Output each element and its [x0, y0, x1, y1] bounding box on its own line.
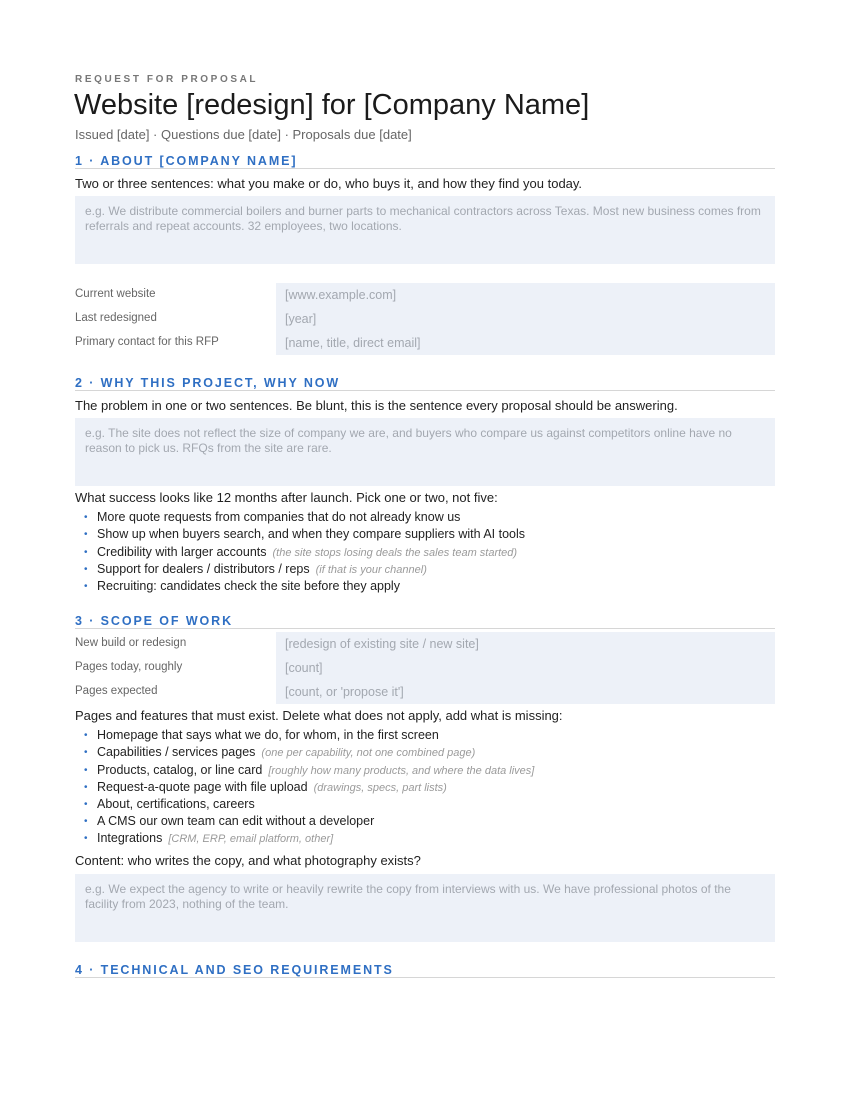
- bullet-marker: •: [84, 581, 88, 592]
- feature-item-text: Request-a-quote page with file upload: [97, 780, 308, 794]
- feature-item: [97, 831, 333, 845]
- success-option-note: (if that is your channel): [315, 564, 427, 576]
- success-option: [97, 545, 517, 559]
- feature-item: [97, 780, 447, 794]
- feature-item-text: Capabilities / services pages: [97, 745, 256, 759]
- field-label-pages-today: Pages today, roughly: [75, 661, 183, 673]
- feature-item: [97, 797, 255, 811]
- section-4-heading-text: 4 · TECHNICAL AND SEO REQUIREMENTS: [75, 963, 394, 977]
- section-1-heading-text: 1 · ABOUT [COMPANY NAME]: [75, 154, 298, 168]
- success-option: [97, 510, 460, 524]
- section-3-heading: [75, 612, 775, 629]
- feature-item-note: (one per capability, not one combined page): [261, 747, 476, 759]
- field-label-current-website: Current website: [75, 288, 156, 300]
- section-1-answer-box[interactable]: [75, 196, 775, 264]
- bullet-marker: •: [84, 512, 88, 523]
- section-3-content-prompt: Content: who writes the copy, and what photography exists?: [75, 853, 421, 868]
- field-label-build-type: New build or redesign: [75, 637, 187, 649]
- feature-item-text: A CMS our own team can edit without a developer: [97, 814, 375, 828]
- section-3-content-example-text: e.g. We expect the agency to write or heavily rewrite the copy from interviews with us. We have professional photos of the facility from 2023, nothing of the team.: [85, 882, 731, 911]
- section-4-heading: [75, 961, 775, 978]
- feature-item-text: Integrations: [97, 831, 163, 845]
- bullet-marker: •: [84, 782, 88, 793]
- section-3-heading-text: 3 · SCOPE OF WORK: [75, 614, 234, 628]
- field-current-website[interactable]: [www.example.com]: [285, 288, 397, 302]
- field-primary-contact[interactable]: [name, title, direct email]: [285, 336, 421, 350]
- feature-item: [97, 763, 534, 777]
- section-3-content-answer-box[interactable]: [75, 874, 775, 942]
- success-option-text: Support for dealers / distributors / reps: [97, 562, 310, 576]
- success-option-text: Recruiting: candidates check the site before they apply: [97, 579, 400, 593]
- section-2-prompt: The problem in one or two sentences. Be blunt, this is the sentence every proposal should be answering.: [75, 398, 678, 413]
- field-last-redesigned[interactable]: [year]: [285, 312, 317, 326]
- section-1-example-text: e.g. We distribute commercial boilers and burner parts to mechanical contractors across Texas. Most new business comes from referrals and repeat accounts. 32 employees, two locations.: [85, 204, 761, 233]
- feature-item: [97, 728, 439, 742]
- feature-item-note: [CRM, ERP, email platform, other]: [168, 833, 334, 845]
- section-2-example-text: e.g. The site does not reflect the size of company we are, and buyers who compare us against competitors online have no reason to pick us. RFQs from the site are rare.: [85, 426, 732, 455]
- field-label-pages-expected: Pages expected: [75, 685, 158, 697]
- bullet-marker: •: [84, 564, 88, 575]
- feature-item-text: Homepage that says what we do, for whom, in the first screen: [97, 728, 439, 742]
- field-pages-today[interactable]: [count]: [285, 661, 323, 675]
- bullet-marker: •: [84, 747, 88, 758]
- document-dates: Issued [date] · Questions due [date] · Proposals due [date]: [75, 127, 412, 142]
- section-1-heading: [75, 152, 775, 169]
- section-2-success-prompt: What success looks like 12 months after launch. Pick one or two, not five:: [75, 490, 498, 505]
- section-1-prompt: Two or three sentences: what you make or do, who buys it, and how they find you today.: [75, 176, 583, 191]
- success-option-note: (the site stops losing deals the sales team started): [272, 547, 518, 559]
- bullet-marker: •: [84, 816, 88, 827]
- document-eyebrow: REQUEST FOR PROPOSAL: [75, 74, 259, 85]
- bullet-marker: •: [84, 547, 88, 558]
- field-pages-expected[interactable]: [count, or 'propose it']: [285, 685, 404, 699]
- field-build-type[interactable]: [redesign of existing site / new site]: [285, 637, 479, 651]
- feature-item-text: Products, catalog, or line card: [97, 763, 263, 777]
- feature-item: [97, 745, 475, 759]
- feature-item-note: [roughly how many products, and where the data lives]: [268, 765, 535, 777]
- section-2-heading: [75, 374, 775, 391]
- field-label-last-redesigned: Last redesigned: [75, 312, 157, 324]
- feature-item-text: About, certifications, careers: [97, 797, 255, 811]
- success-option: [97, 527, 525, 541]
- success-option-text: Credibility with larger accounts: [97, 545, 267, 559]
- success-option: [97, 579, 400, 593]
- success-option-text: More quote requests from companies that do not already know us: [97, 510, 461, 524]
- success-option-text: Show up when buyers search, and when they compare suppliers with AI tools: [97, 527, 526, 541]
- bullet-marker: •: [84, 730, 88, 741]
- section-2-heading-text: 2 · WHY THIS PROJECT, WHY NOW: [75, 376, 341, 390]
- section-3-pages-prompt: Pages and features that must exist. Delete what does not apply, add what is missing:: [75, 708, 563, 723]
- section-2-answer-box[interactable]: [75, 418, 775, 486]
- success-option: [97, 562, 427, 576]
- bullet-marker: •: [84, 799, 88, 810]
- feature-item: [97, 814, 374, 828]
- feature-item-note: (drawings, specs, part lists): [313, 782, 447, 794]
- bullet-marker: •: [84, 529, 88, 540]
- field-label-primary-contact: Primary contact for this RFP: [75, 336, 219, 348]
- bullet-marker: •: [84, 765, 88, 776]
- document-title: Website [redesign] for [Company Name]: [74, 89, 590, 121]
- bullet-marker: •: [84, 833, 88, 844]
